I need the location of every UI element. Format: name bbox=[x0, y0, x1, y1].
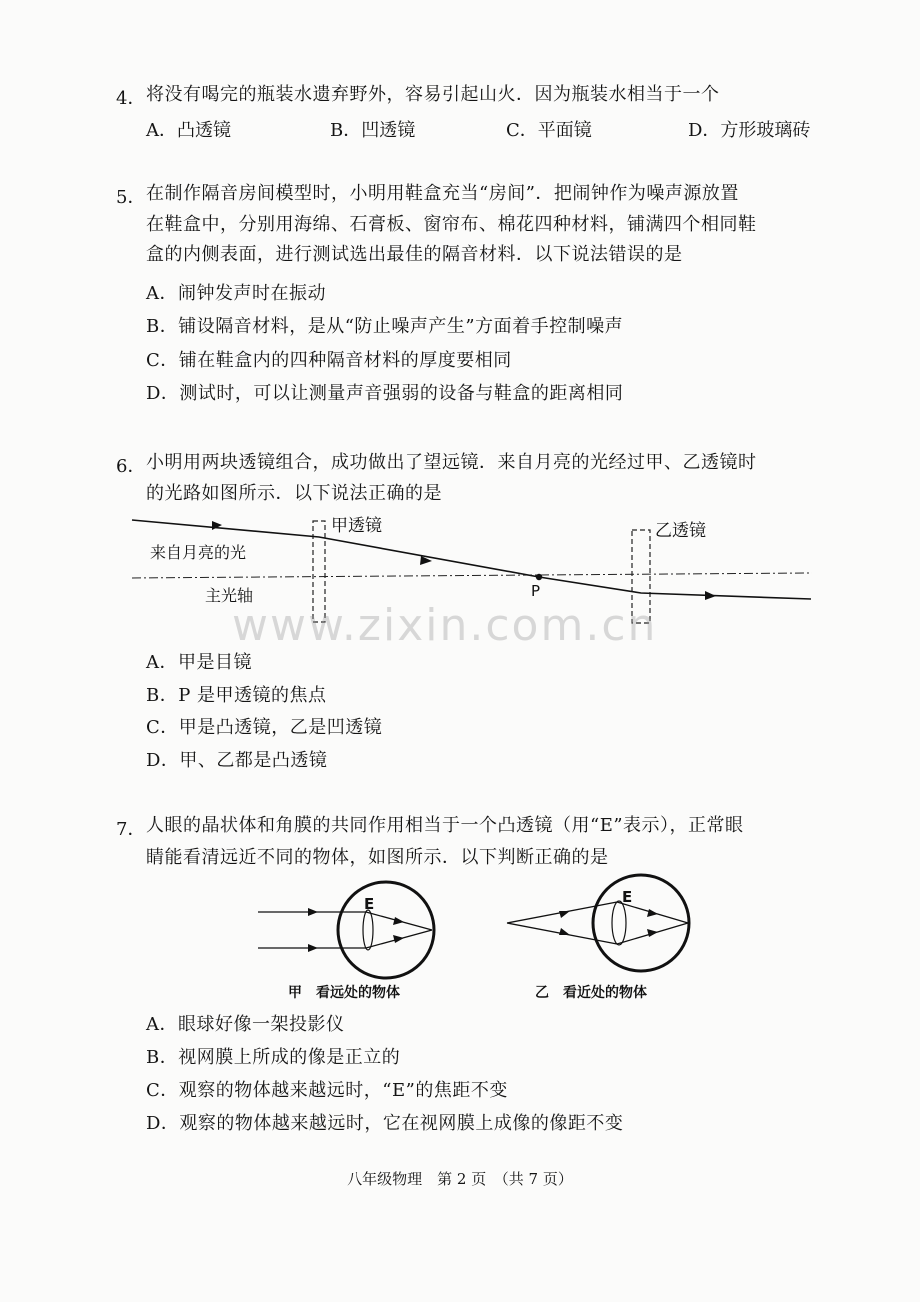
moonlight-label: 来自月亮的光 bbox=[150, 543, 247, 562]
q4-option-b: B．凹透镜 bbox=[330, 120, 416, 141]
lens-b-label: 乙透镜 bbox=[655, 521, 706, 541]
q6-option-a: A．甲是目镜 bbox=[146, 652, 252, 673]
q6-stem-line-2: 的光路如图所示．以下说法正确的是 bbox=[146, 483, 442, 504]
q5-stem-line-3: 盒的内侧表面，进行测试选出最佳的隔音材料．以下说法错误的是 bbox=[146, 244, 683, 265]
lens-e-a bbox=[363, 910, 373, 950]
q6-option-d: D．甲、乙都是凸透镜 bbox=[146, 750, 328, 771]
eyeball-b bbox=[593, 875, 689, 971]
point-p-label: P bbox=[531, 582, 541, 600]
q5-number: 5． bbox=[116, 187, 146, 208]
q4-option-c: C．平面镜 bbox=[506, 120, 592, 141]
q5-option-c: C．铺在鞋盒内的四种隔音材料的厚度要相同 bbox=[146, 350, 512, 371]
page-footer: 八年级物理 第 2 页 （共 7 页） bbox=[347, 1170, 573, 1188]
q7-stem-line-2: 睛能看清远近不同的物体，如图所示．以下判断正确的是 bbox=[146, 847, 609, 868]
q5-option-a: A．闹钟发声时在振动 bbox=[146, 283, 326, 304]
eye-a-caption: 甲 看远处的物体 bbox=[288, 985, 400, 1001]
q7-option-d: D．观察的物体越来越远时，它在视网膜上成像的像距不变 bbox=[146, 1113, 624, 1134]
eye-a-lens-label: E bbox=[364, 895, 375, 913]
q7-number: 7． bbox=[116, 819, 146, 840]
q4-option-d: D．方形玻璃砖 bbox=[688, 120, 811, 141]
lens-e-b bbox=[612, 901, 626, 945]
eye-a-figure bbox=[258, 882, 434, 1001]
eye-b-figure bbox=[507, 875, 689, 1001]
q6-option-b: B．P 是甲透镜的焦点 bbox=[146, 685, 327, 706]
q5-option-b: B．铺设隔音材料，是从“防止噪声产生”方面着手控制噪声 bbox=[146, 316, 624, 337]
watermark: www.zixin.com.cn bbox=[232, 600, 658, 651]
q5-option-d: D．测试时，可以让测量声音强弱的设备与鞋盒的距离相同 bbox=[146, 383, 624, 404]
q7-option-c: C．观察的物体越来越远时，“E”的焦距不变 bbox=[146, 1080, 508, 1101]
eyeball-a bbox=[338, 882, 434, 978]
q6-option-c: C．甲是凸透镜，乙是凹透镜 bbox=[146, 717, 383, 738]
q4-option-a: A．凸透镜 bbox=[146, 120, 231, 141]
q4-stem: 将没有喝完的瓶装水遗弃野外，容易引起山火．因为瓶装水相当于一个 bbox=[146, 84, 720, 105]
eye-b-caption: 乙 看近处的物体 bbox=[535, 985, 647, 1001]
q4-number: 4． bbox=[116, 88, 146, 109]
q5-stem-line-1: 在制作隔音房间模型时，小明用鞋盒充当“房间”．把闹钟作为噪声源放置 bbox=[146, 183, 739, 204]
q6-number: 6． bbox=[116, 456, 146, 477]
q6-stem-line-1: 小明用两块透镜组合，成功做出了望远镜．来自月亮的光经过甲、乙透镜时 bbox=[146, 452, 757, 473]
q5-stem-line-2: 在鞋盒中，分别用海绵、石膏板、窗帘布、棉花四种材料，铺满四个相同鞋 bbox=[146, 214, 757, 235]
lens-a-label: 甲透镜 bbox=[331, 516, 382, 536]
q7-option-a: A．眼球好像一架投影仪 bbox=[146, 1014, 345, 1035]
eye-b-lens-label: E bbox=[622, 888, 633, 906]
q7-option-b: B．视网膜上所成的像是正立的 bbox=[146, 1047, 401, 1068]
q7-stem-line-1: 人眼的晶状体和角膜的共同作用相当于一个凸透镜（用“E”表示），正常眼 bbox=[146, 815, 744, 836]
axis-label: 主光轴 bbox=[205, 586, 254, 605]
